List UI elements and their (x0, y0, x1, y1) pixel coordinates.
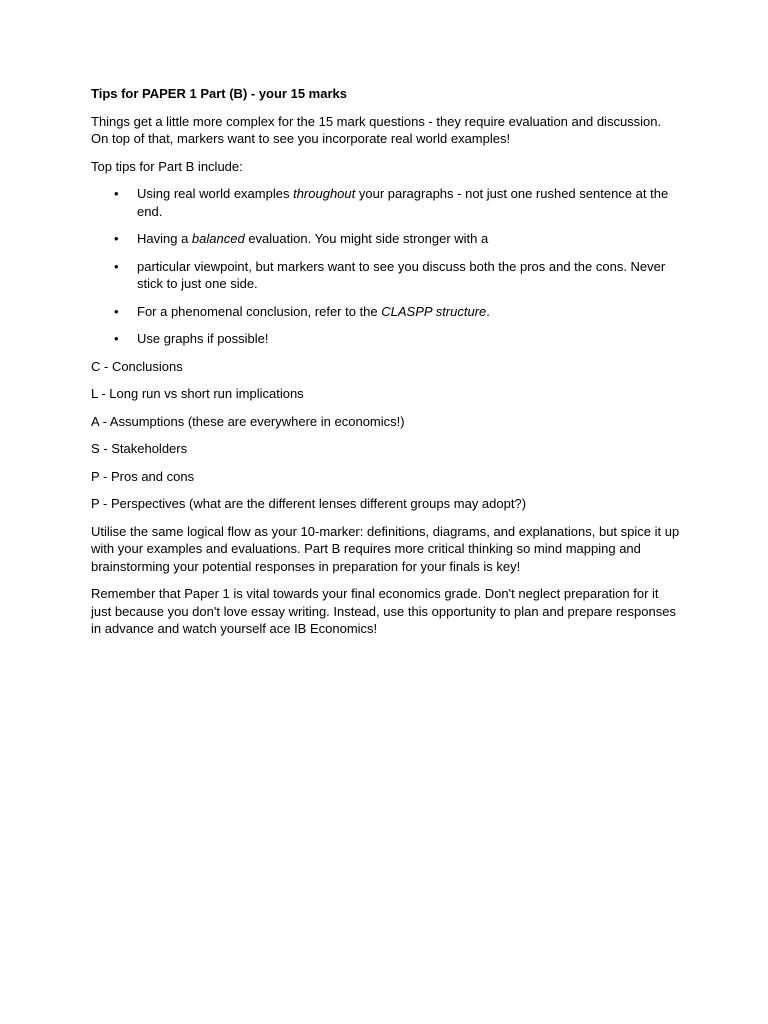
claspp-pros-cons: P - Pros and cons (91, 468, 195, 484)
tip-text-start: Using real world examples (137, 186, 294, 201)
tip-item (91, 185, 681, 220)
claspp-perspectives: P - Perspectives (what are the different lenses different groups may adopt?) (91, 496, 527, 511)
bullet-icon: • (114, 303, 119, 319)
tip-text-start: Having a (137, 231, 192, 246)
tip-text-start: For a phenomenal conclusion, refer to the (137, 303, 382, 319)
tip-text (137, 259, 665, 292)
claspp-stakeholders: S - Stakeholders (91, 441, 188, 456)
flow-paragraph: Utilise the same logical flow as your 10-marker: definitions, diagrams, and explanations, but spice it up with your examples and evaluations. Part B requires more critical thinking so mind mapping and brainstorming your potential responses in preparation for your finals is key! (91, 523, 680, 574)
document-page (91, 85, 681, 648)
tip-text (137, 186, 668, 219)
bullet-icon: • (114, 258, 119, 274)
tip-item (91, 258, 681, 293)
claspp-long-run: L - Long run vs short run implications (91, 386, 304, 401)
tip-item (91, 330, 681, 348)
tip-emphasis: balanced (191, 231, 245, 246)
tip-text-end: your paragraphs - not just one rushed sentence at the end. (137, 186, 669, 219)
bullet-icon: • (114, 231, 119, 246)
tip-emphasis: CLASPP structure (381, 303, 487, 319)
bullet-icon: • (114, 186, 119, 201)
tip-text-end: evaluation. You might side stronger with a (244, 231, 489, 246)
tip-text-start: particular viewpoint, but markers want to see you discuss both the pros and the cons. Never stick to just one side. (137, 258, 666, 291)
tip-text (137, 331, 269, 346)
document-title: Tips for PAPER 1 Part (B) - your 15 marks (91, 86, 347, 101)
tip-text (137, 231, 488, 246)
tip-text (137, 304, 490, 319)
closing-paragraph: Remember that Paper 1 is vital towards your final economics grade. Don't neglect preparation for it just because you don't love essay writing. Instead, use this opportunity to plan and prepare responses in advance and watch yourself ace IB Economics! (91, 586, 676, 636)
tip-item (91, 303, 681, 321)
tip-item (91, 230, 681, 248)
claspp-conclusions: C - Conclusions (91, 358, 183, 374)
tip-text-end: . (486, 303, 490, 319)
tip-text-start: Use graphs if possible! (137, 331, 269, 346)
intro-paragraph: Things get a little more complex for the 15 mark questions - they require evaluation and discussion. On top of that, markers want to see you incorporate real world examples! (91, 113, 662, 146)
tips-heading: Top tips for Part B include: (91, 158, 243, 174)
tip-emphasis: throughout (293, 186, 356, 201)
bullet-icon: • (114, 331, 119, 346)
claspp-assumptions: A - Assumptions (these are everywhere in economics!) (91, 413, 405, 429)
tips-list (91, 185, 681, 348)
